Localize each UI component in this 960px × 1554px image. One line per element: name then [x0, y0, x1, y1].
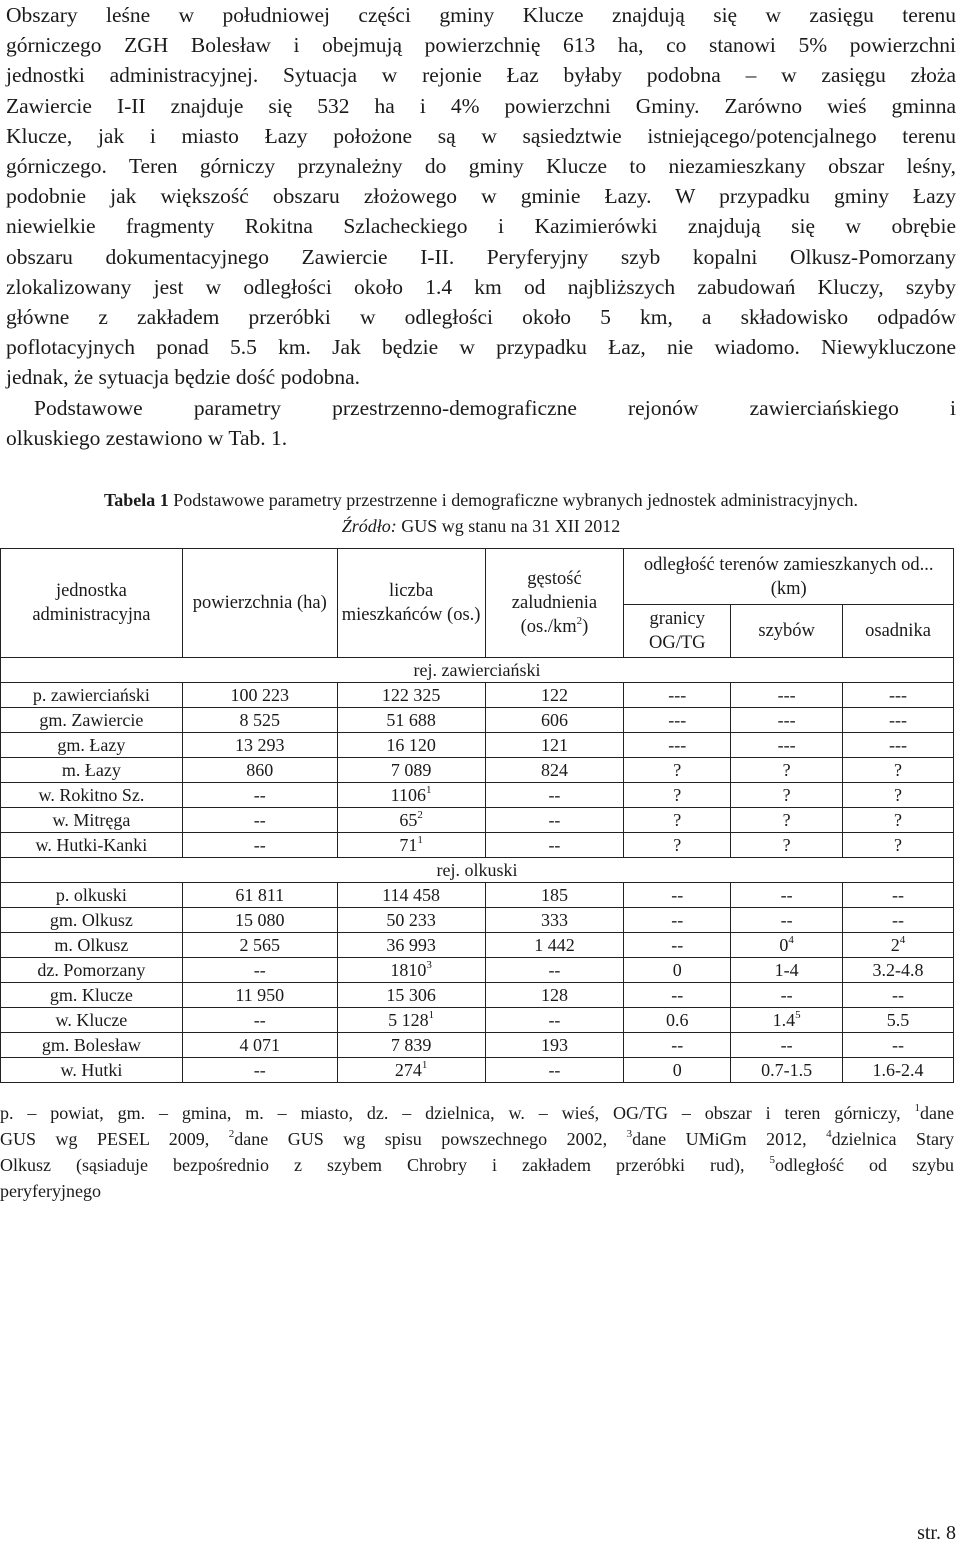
cell-border-distance: 0 — [624, 958, 731, 983]
cell-density: -- — [485, 1008, 624, 1033]
cell-settling-distance: ? — [843, 833, 954, 858]
cell-border-distance: -- — [624, 1033, 731, 1058]
cell-border-distance: -- — [624, 933, 731, 958]
cell-density: 185 — [485, 883, 624, 908]
cell-border-distance: ? — [624, 783, 731, 808]
table-row — [1, 933, 954, 958]
cell-population: 1106$^1$ — [337, 783, 485, 808]
table-row — [1, 883, 954, 908]
cell-shaft-distance: ? — [731, 833, 843, 858]
table-source-text: GUS wg stanu na 31 XII 2012 — [396, 516, 621, 537]
cell-area: 61 811 — [182, 883, 337, 908]
cell-population: 1810$^3$ — [337, 958, 485, 983]
cell-unit-name: m. Łazy — [1, 758, 183, 783]
cell-shaft-distance: $1.4^5$ — [731, 1008, 843, 1033]
paragraph-line: górniczego ZGH Bolesław i obejmują powierzchnię 613 ha, co stanowi 5% powierzchni — [6, 33, 956, 58]
cell-population: 15 306 — [337, 983, 485, 1008]
header-border: granicy OG/TG — [624, 605, 731, 658]
cell-settling-distance: ? — [843, 783, 954, 808]
cell-area: 100 223 — [182, 683, 337, 708]
table-row — [1, 708, 954, 733]
paragraph-line: Podstawowe parametry przestrzenno-demograficzne rejonów zawierciańskiego i — [34, 395, 956, 420]
paragraph-line: niewielkie fragmenty Rokitna Szlacheckiego i Kazimierówki znajdują się w obrębie — [6, 214, 956, 239]
paragraph-line: obszaru dokumentacyjnego Zawiercie I-II. Peryferyjny szyb kopalni Olkusz-Pomorzany — [6, 244, 956, 269]
cell-population: 36 993 — [337, 933, 485, 958]
cell-border-distance: -- — [624, 908, 731, 933]
cell-border-distance: ? — [624, 758, 731, 783]
table-row — [1, 983, 954, 1008]
cell-settling-distance: $2^4$ — [843, 933, 954, 958]
cell-area: 860 — [182, 758, 337, 783]
cell-unit-name: p. olkuski — [1, 883, 183, 908]
cell-unit-name: gm. Zawiercie — [1, 708, 183, 733]
cell-shaft-distance: --- — [731, 683, 843, 708]
cell-density: 606 — [485, 708, 624, 733]
cell-shaft-distance: -- — [731, 1033, 843, 1058]
cell-density: 333 — [485, 908, 624, 933]
cell-population: 122 325 — [337, 683, 485, 708]
cell-density: 824 — [485, 758, 624, 783]
header-distance-group: odległość terenów zamieszkanych od... (km) — [624, 549, 954, 605]
cell-unit-name: gm. Olkusz — [1, 908, 183, 933]
cell-shaft-distance: 1-4 — [731, 958, 843, 983]
cell-shaft-distance: ? — [731, 808, 843, 833]
cell-area: 13 293 — [182, 733, 337, 758]
header-density: gęstość zaludnienia $(os./km^2)$ — [485, 549, 624, 658]
cell-shaft-distance: ? — [731, 758, 843, 783]
data-table — [0, 548, 954, 1083]
table-row — [1, 758, 954, 783]
table-row — [1, 1058, 954, 1083]
cell-shaft-distance: -- — [731, 883, 843, 908]
header-unit: jednostka administracyjna — [1, 549, 183, 658]
cell-border-distance: 0.6 — [624, 1008, 731, 1033]
table-footnote: p. – powiat, gm. – gmina, m. – miasto, dz. – dzielnica, w. – wieś, OG/TG – obszar i teren górniczy, $^1$dane GUS wg PESEL 2009, $^2$dane GUS wg spisu powszechnego 2002, $^3$dane UMiGm 2012, $^4$dzielnica Stary Olkusz (sąsiaduje bezpośrednio z szybem Chrobry i zakładem przeróbki rud), $^5$odległość od szybu peryferyjnego — [0, 1102, 954, 1201]
cell-shaft-distance: $0^4$ — [731, 933, 843, 958]
table-row — [1, 808, 954, 833]
cell-shaft-distance: --- — [731, 733, 843, 758]
cell-settling-distance: -- — [843, 883, 954, 908]
cell-border-distance: --- — [624, 683, 731, 708]
cell-area: 11 950 — [182, 983, 337, 1008]
cell-unit-name: m. Olkusz — [1, 933, 183, 958]
cell-unit-name: dz. Pomorzany — [1, 958, 183, 983]
cell-border-distance: 0 — [624, 1058, 731, 1083]
cell-settling-distance: -- — [843, 908, 954, 933]
table-row — [1, 908, 954, 933]
table-row — [1, 958, 954, 983]
cell-unit-name: gm. Bolesław — [1, 1033, 183, 1058]
cell-area: -- — [182, 783, 337, 808]
cell-settling-distance: --- — [843, 683, 954, 708]
cell-area: -- — [182, 958, 337, 983]
cell-density: 193 — [485, 1033, 624, 1058]
cell-population: 7 839 — [337, 1033, 485, 1058]
cell-unit-name: gm. Łazy — [1, 733, 183, 758]
cell-population: 7 089 — [337, 758, 485, 783]
cell-border-distance: -- — [624, 983, 731, 1008]
cell-border-distance: --- — [624, 733, 731, 758]
table-row — [1, 783, 954, 808]
cell-settling-distance: ? — [843, 758, 954, 783]
cell-population: 5 $128^1$ — [337, 1008, 485, 1033]
paragraph-line: podobnie jak większość obszaru złożowego w gminie Łazy. W przypadku gminy Łazy — [6, 184, 956, 209]
cell-area: -- — [182, 833, 337, 858]
cell-population: $274^1$ — [337, 1058, 485, 1083]
paragraph-line: Klucze, jak i miasto Łazy położone są w sąsiedztwie istniejącego/potencjalnego terenu — [6, 123, 956, 148]
cell-settling-distance: ? — [843, 808, 954, 833]
cell-settling-distance: 5.5 — [843, 1008, 954, 1033]
cell-density: 122 — [485, 683, 624, 708]
body-paragraph-2 — [6, 393, 956, 453]
body-paragraph-1 — [6, 0, 956, 393]
cell-density: -- — [485, 808, 624, 833]
cell-shaft-distance: ? — [731, 783, 843, 808]
cell-area: 15 080 — [182, 908, 337, 933]
cell-shaft-distance: -- — [731, 983, 843, 1008]
cell-area: -- — [182, 1008, 337, 1033]
cell-area: 4 071 — [182, 1033, 337, 1058]
document-page — [6, 0, 956, 539]
cell-border-distance: --- — [624, 708, 731, 733]
cell-density: 1 442 — [485, 933, 624, 958]
cell-unit-name: w. Klucze — [1, 1008, 183, 1033]
header-population: liczba mieszkańców (os.) — [337, 549, 485, 658]
paragraph-line: poflotacyjnych ponad 5.5 km. Jak będzie w przypadku Łaz, nie wiadomo. Niewykluczone — [6, 335, 956, 360]
paragraph-line: Obszary leśne w południowej części gminy Klucze znajdują się w zasięgu terenu — [6, 3, 956, 27]
table-row — [1, 1008, 954, 1033]
cell-population: 16 120 — [337, 733, 485, 758]
cell-settling-distance: --- — [843, 733, 954, 758]
table-row — [1, 1033, 954, 1058]
table-source-label: Źródło: — [341, 516, 397, 537]
paragraph-line: zlokalizowany jest w odległości około 1.4 km od najbliższych zabudowań Kluczy, szyby — [6, 274, 956, 299]
table-caption-text: Podstawowe parametry przestrzenne i demograficzne wybranych jednostek administracyjnych. — [168, 490, 859, 511]
cell-population: 50 233 — [337, 908, 485, 933]
cell-border-distance: -- — [624, 883, 731, 908]
table-row — [1, 683, 954, 708]
cell-density: -- — [485, 1058, 624, 1083]
cell-density: -- — [485, 958, 624, 983]
paragraph-line: Zawiercie I-II znajduje się 532 ha i 4% powierzchni Gminy. Zarówno wieś gminna — [6, 93, 956, 118]
cell-settling-distance: 1.6-2.4 — [843, 1058, 954, 1083]
table-caption — [6, 487, 956, 539]
table-section-row — [1, 858, 954, 883]
cell-density: -- — [485, 833, 624, 858]
paragraph-line: główne z zakładem przeróbki w odległości około 5 km, a składowisko odpadów — [6, 305, 956, 330]
header-area: powierzchnia (ha) — [182, 549, 337, 658]
cell-border-distance: ? — [624, 808, 731, 833]
cell-shaft-distance: 0.7-1.5 — [731, 1058, 843, 1083]
section-title: rej. zawierciański — [1, 658, 954, 683]
section-title: rej. olkuski — [1, 858, 954, 883]
table-row — [1, 733, 954, 758]
cell-area: 8 525 — [182, 708, 337, 733]
header-settling: osadnika — [843, 605, 954, 658]
cell-border-distance: ? — [624, 833, 731, 858]
cell-settling-distance: -- — [843, 1033, 954, 1058]
cell-settling-distance: --- — [843, 708, 954, 733]
cell-population: 51 688 — [337, 708, 485, 733]
cell-settling-distance: 3.2-4.8 — [843, 958, 954, 983]
table-caption-label: Tabela 1 — [103, 490, 169, 511]
cell-population: $71^1$ — [337, 833, 485, 858]
cell-shaft-distance: -- — [731, 908, 843, 933]
paragraph-line: górniczego. Teren górniczy przynależny do gminy Klucze to niezamieszkany obszar leśny, — [6, 154, 956, 179]
cell-area: -- — [182, 808, 337, 833]
cell-unit-name: gm. Klucze — [1, 983, 183, 1008]
table-section-row — [1, 658, 954, 683]
page-number: str. 8 — [917, 1522, 956, 1544]
cell-density: 128 — [485, 983, 624, 1008]
cell-unit-name: w. Hutki-Kanki — [1, 833, 183, 858]
cell-density: -- — [485, 783, 624, 808]
cell-area: 2 565 — [182, 933, 337, 958]
cell-population: 114 458 — [337, 883, 485, 908]
cell-density: 121 — [485, 733, 624, 758]
cell-shaft-distance: --- — [731, 708, 843, 733]
cell-unit-name: w. Hutki — [1, 1058, 183, 1083]
cell-population: $65^2$ — [337, 808, 485, 833]
header-shafts: szybów — [731, 605, 843, 658]
paragraph-line: olkuskiego zestawiono w Tab. 1. — [6, 425, 288, 450]
cell-unit-name: p. zawierciański — [1, 683, 183, 708]
cell-unit-name: w. Rokitno Sz. — [1, 783, 183, 808]
cell-unit-name: w. Mitręga — [1, 808, 183, 833]
cell-area: -- — [182, 1058, 337, 1083]
cell-settling-distance: -- — [843, 983, 954, 1008]
paragraph-line: jednak, że sytuacja będzie dość podobna. — [6, 365, 361, 390]
table-row — [1, 833, 954, 858]
paragraph-line: jednostki administracyjnej. Sytuacja w rejonie Łaz byłaby podobna – w zasięgu złoża — [6, 63, 956, 88]
